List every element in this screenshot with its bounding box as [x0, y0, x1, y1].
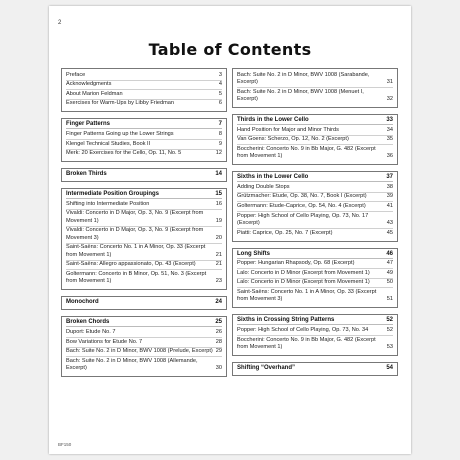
toc-entry-page: 41 — [386, 202, 393, 209]
toc-entry-page: 23 — [215, 278, 222, 285]
section-heading — [237, 365, 393, 372]
toc-entry-page: 36 — [386, 153, 393, 160]
section-heading-page: 46 — [386, 250, 393, 257]
toc-entry — [237, 193, 393, 203]
toc-entry-page: 30 — [215, 365, 222, 372]
section-heading-title: Long Shifts — [237, 250, 270, 257]
toc-entry — [66, 130, 222, 140]
toc-section — [61, 168, 227, 182]
toc-entry-page: 43 — [386, 219, 393, 226]
toc-entry-title: Popper: High School of Cello Playing, Op. 73, No. 17 (Excerpt) — [237, 212, 369, 226]
toc-entry — [66, 100, 222, 109]
toc-entry-title: Vivaldi: Concerto in D Major, Op. 3, No. 9 (Excerpt from Movement 3) — [66, 227, 204, 241]
section-heading-title: Broken Chords — [66, 319, 110, 326]
toc-entry-page: 21 — [215, 251, 222, 258]
toc-entry — [66, 357, 222, 373]
toc-entry-title: Popper: High School of Cello Playing, Op. 73, No. 34 — [237, 326, 369, 333]
toc-right-column — [232, 68, 398, 382]
toc-entry-title: Goltermann: Concerto in B Minor, Op. 51, No. 3 (Excerpt from Movement 1) — [66, 270, 207, 285]
footer-code: BF150 — [58, 442, 72, 447]
section-heading — [237, 251, 393, 259]
toc-entry-title: Exercises for Warm-Ups by Libby Friedman — [66, 100, 174, 107]
toc-entry-page: 16 — [215, 200, 222, 207]
section-heading-title: Sixths in Crossing String Patterns — [237, 317, 335, 324]
section-heading — [66, 121, 222, 129]
toc-section — [232, 248, 398, 309]
toc-entry — [66, 210, 222, 227]
toc-entry-title: Bach: Suite No. 2 in D Minor, BWV 1008 (Allemande, Excerpt) — [66, 357, 198, 372]
toc-entry-page: 39 — [386, 193, 393, 200]
toc-entry-page: 9 — [218, 140, 222, 147]
section-heading — [66, 171, 222, 178]
toc-entry — [66, 270, 222, 286]
toc-entry-title: About Marion Feldman — [66, 90, 123, 97]
section-heading-page: 7 — [218, 121, 222, 128]
toc-entry-page: 6 — [218, 100, 222, 107]
toc-entry-title: Bow Variations for Etude No. 7 — [66, 338, 143, 345]
page-number: 2 — [58, 20, 62, 26]
toc-entry-page: 8 — [218, 130, 222, 137]
toc-left-column — [61, 68, 227, 383]
toc-entry-page: 50 — [386, 279, 393, 286]
toc-entry-title: Merk: 20 Exercises for the Cello, Op. 11, No. 5 — [66, 150, 182, 157]
section-heading — [237, 317, 393, 325]
toc-entry-title: Piatti: Caprice, Op. 25, No. 7 (Excerpt) — [237, 229, 333, 236]
toc-entry — [237, 145, 393, 161]
toc-entry-page: 31 — [386, 79, 393, 85]
section-heading-page: 54 — [386, 364, 393, 371]
toc-entry-title: Bach: Suite No. 2 in D Minor, BWV 1008 (Sarabande, Excerpt) — [237, 71, 370, 85]
toc-entry — [66, 81, 222, 91]
toc-entry-page: 3 — [218, 71, 222, 78]
toc-entry-page: 26 — [215, 328, 222, 335]
toc-section — [61, 296, 227, 310]
toc-entry-page: 21 — [215, 261, 222, 268]
toc-entry-page: 51 — [386, 296, 393, 303]
toc-entry-title: Preface — [66, 71, 86, 78]
toc-entry — [237, 288, 393, 304]
section-heading-page: 25 — [215, 319, 222, 326]
toc-section — [232, 68, 398, 108]
section-heading — [66, 299, 222, 306]
document-page — [49, 6, 411, 454]
toc-entry — [237, 229, 393, 238]
toc-entry-page: 5 — [218, 90, 222, 97]
toc-entry-page: 35 — [386, 136, 393, 143]
toc-entry-title: Van Goens: Scherzo, Op. 12, No. 2 (Excerpt) — [237, 136, 349, 143]
toc-entry — [66, 140, 222, 150]
toc-section — [61, 188, 227, 290]
toc-entry — [237, 269, 393, 279]
toc-entry-page: 20 — [215, 234, 222, 241]
toc-entry — [66, 71, 222, 81]
toc-entry-title: Grützmacher: Etude, Op. 38, No. 7, Book I (Excerpt) — [237, 193, 367, 200]
toc-entry-title: Saint-Saëns: Concerto No. 1 in A Minor, Op. 33 (Excerpt from Movement 1) — [66, 244, 206, 258]
toc-section — [232, 314, 398, 356]
toc-entry — [237, 260, 393, 270]
toc-entry-page: 12 — [215, 150, 222, 157]
toc-entry — [66, 328, 222, 338]
section-heading-title: Sixths in the Lower Cello — [237, 174, 309, 181]
toc-entry — [66, 244, 222, 261]
toc-entry-page: 29 — [215, 348, 222, 355]
toc-entry-page: 34 — [386, 126, 393, 133]
toc-section — [232, 362, 398, 376]
toc-entry-title: Duport: Etude No. 7 — [66, 328, 116, 335]
section-heading-page: 14 — [215, 171, 222, 178]
toc-entry-page: 28 — [215, 338, 222, 345]
toc-entry-page: 4 — [218, 81, 222, 88]
toc-entry-title: Saint-Saëns: Concerto No. 1 in A Minor, Op. 33 (Excerpt from Movement 3) — [237, 288, 377, 303]
toc-entry-title: Hand Position for Major and Minor Thirds — [237, 126, 339, 133]
section-heading-page: 37 — [386, 174, 393, 181]
section-heading-title: Monochord — [66, 299, 99, 306]
toc-section — [61, 118, 227, 162]
section-heading-page: 24 — [215, 299, 222, 306]
toc-entry — [66, 90, 222, 100]
section-heading-page: 52 — [386, 317, 393, 324]
toc-entry — [237, 126, 393, 136]
toc-entry — [237, 212, 393, 229]
toc-entry-title: Goltermann: Etude-Caprice, Op. 54, No. 4 (Excerpt) — [237, 202, 366, 209]
toc-entry-title: Boccherini: Concerto No. 9 in Bb Major, G. 482 (Excerpt from Movement 1) — [237, 336, 376, 350]
toc-entry-title: Lalo: Concerto in D Minor (Excerpt from Movement 1) — [237, 279, 370, 286]
section-heading-title: Broken Thirds — [66, 171, 107, 178]
section-heading — [66, 191, 222, 199]
toc-entry-title: Lalo: Concerto in D Minor (Excerpt from Movement 1) — [237, 269, 370, 276]
toc-entry-page: 53 — [386, 343, 393, 350]
section-heading-page: 15 — [215, 191, 222, 198]
toc-entry-title: Boccherini: Concerto No. 9 in Bb Major, G. 482 (Excerpt from Movement 1) — [237, 145, 376, 160]
toc-entry — [237, 336, 393, 352]
toc-entry-page: 38 — [386, 183, 393, 190]
section-heading-title: Thirds in the Lower Cello — [237, 117, 309, 123]
toc-entry — [237, 88, 393, 104]
toc-entry-title: Finger Patterns Going up the Lower Strings — [66, 130, 174, 137]
section-heading — [237, 117, 393, 125]
toc-entry — [66, 261, 222, 271]
toc-entry — [237, 183, 393, 193]
toc-entry-title: Acknowledgments — [66, 81, 112, 88]
section-heading-title: Finger Patterns — [66, 121, 111, 128]
toc-entry — [237, 202, 393, 212]
toc-entry-title: Popper: Hungarian Rhapsody, Op. 68 (Excerpt) — [237, 260, 355, 267]
toc-section — [232, 171, 398, 241]
toc-entry — [66, 227, 222, 244]
toc-entry-title: Vivaldi: Concerto in D Major, Op. 3, No. 9 (Excerpt from Movement 1) — [66, 210, 204, 224]
toc-section — [232, 114, 398, 165]
toc-entry — [66, 200, 222, 210]
toc-entry — [66, 348, 222, 358]
toc-entry-title: Bach: Suite No. 2 in D Minor, BWV 1008 (Prelude, Excerpt) — [66, 348, 213, 355]
toc-entry — [66, 150, 222, 159]
toc-section — [61, 316, 227, 377]
section-heading — [237, 174, 393, 182]
toc-entry-title: Klengel Technical Studies, Book II — [66, 140, 151, 147]
toc-entry — [237, 136, 393, 146]
toc-entry — [237, 326, 393, 336]
toc-entry-page: 32 — [386, 96, 393, 102]
toc-entry-title: Shifting into Intermediate Position — [66, 200, 150, 207]
toc-entry-title: Bach: Suite No. 2 in D Minor, BWV 1008 (Menuet I, Excerpt) — [237, 88, 364, 102]
toc-entry — [66, 338, 222, 348]
section-heading-title: Intermediate Position Groupings — [66, 191, 160, 198]
toc-entry-title: Saint-Saëns: Allegro appassionato, Op. 43 (Excerpt) — [66, 261, 196, 268]
page-title: Table of Contents — [148, 40, 312, 59]
toc-entry-page: 45 — [386, 229, 393, 236]
toc-entry — [237, 279, 393, 289]
toc-entry — [237, 71, 393, 88]
section-heading-title: Shifting “Overhand” — [237, 364, 296, 371]
section-heading — [66, 319, 222, 327]
section-heading-page: 33 — [386, 117, 393, 123]
toc-entry-page: 52 — [386, 326, 393, 333]
toc-entry-title: Adding Double Stops — [237, 183, 290, 190]
toc-entry-page: 19 — [215, 217, 222, 224]
toc-section — [61, 68, 227, 112]
toc-entry-page: 47 — [386, 260, 393, 267]
toc-entry-page: 49 — [386, 269, 393, 276]
